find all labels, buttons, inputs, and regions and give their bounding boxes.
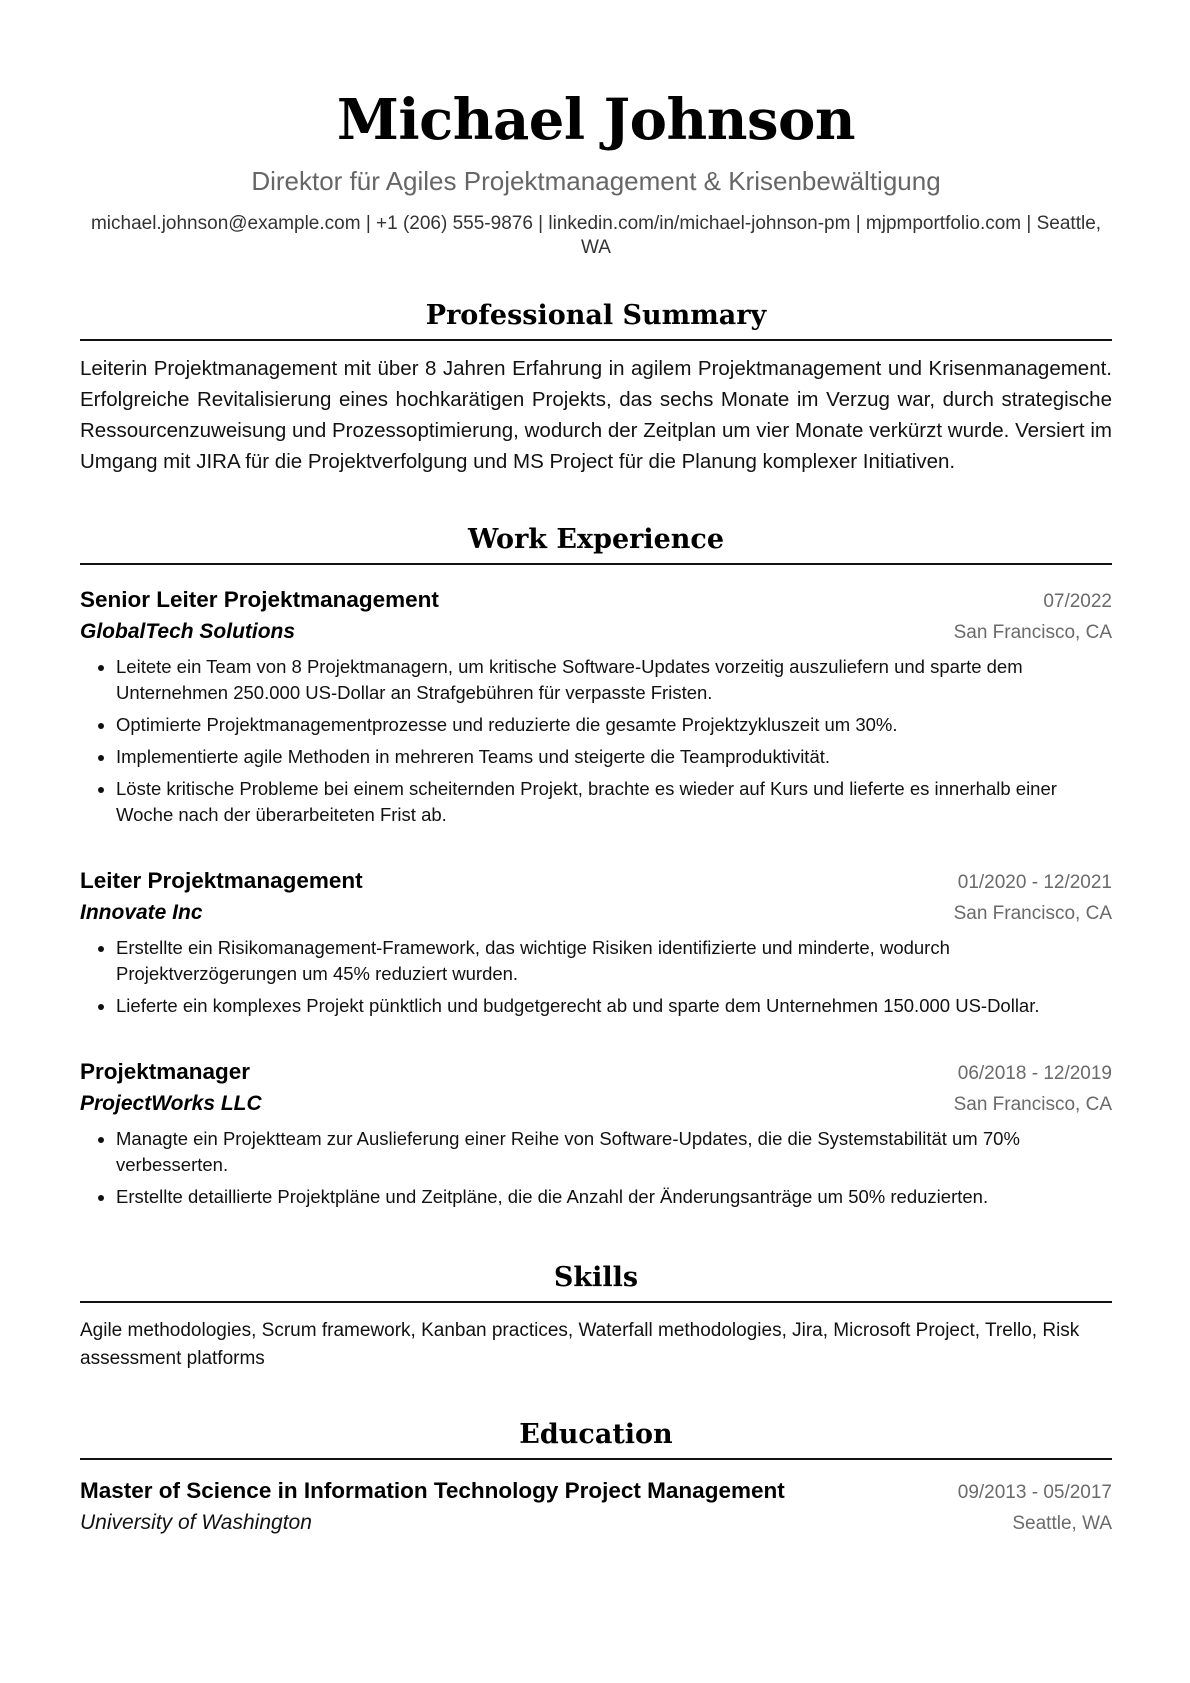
education-dates: 09/2013 - 05/2017 [957, 1482, 1112, 1503]
section-title-skills: Skills [80, 1260, 1112, 1303]
job-entry [80, 866, 1112, 1019]
job-company: GlobalTech Solutions [80, 620, 296, 643]
job-bullet: • Leitete ein Team von 8 Projektmanagern, um kritische Software-Updates vorzeitig auszuliefern und sparte dem Unternehmen 250.000 US-Dollar an Strafgebühren für verpasste Fristen. [116, 654, 1112, 706]
job-location: San Francisco, CA [953, 622, 1112, 643]
job-bullet: • Erstellte ein Risikomanagement-Framework, das wichtige Risiken identifizierte und minderte, wodurch Projektverzögerungen um 45% reduziert wurden. [116, 935, 1112, 987]
education-location: Seattle, WA [1012, 1513, 1112, 1534]
section-title-education: Education [80, 1417, 1112, 1460]
school-name: University of Washington [80, 1511, 312, 1534]
job-bullets [80, 654, 1112, 828]
experience-section [80, 522, 1112, 1210]
contact-line: michael.johnson@example.com | +1 (206) 555-9876 | linkedin.com/in/michael-johnson-pm | mjpmportfolio.com | Seattle, WA [90, 213, 1102, 258]
summary-section [80, 298, 1112, 477]
job-location: San Francisco, CA [953, 903, 1112, 924]
section-title-experience: Work Experience [80, 522, 1112, 565]
job-title: Senior Leiter Projektmanagement [80, 587, 439, 612]
job-dates: 01/2020 - 12/2021 [957, 872, 1112, 893]
candidate-name: Michael Johnson [336, 87, 856, 153]
job-bullet: • Managte ein Projektteam zur Auslieferung einer Reihe von Software-Updates, die die Systemstabilität um 70% verbesserten. [116, 1126, 1112, 1178]
skills-text: Agile methodologies, Scrum framework, Kanban practices, Waterfall methodologies, Jira, Microsoft Project, Trello, Risk assessment platforms [80, 1320, 1080, 1369]
job-title: Projektmanager [80, 1059, 251, 1084]
job-bullets [80, 935, 1112, 1019]
candidate-headline: Direktor für Agiles Projektmanagement & Krisenbewältigung [251, 166, 941, 196]
job-title: Leiter Projektmanagement [80, 868, 363, 893]
job-dates: 07/2022 [1043, 591, 1112, 612]
job-entry [80, 1057, 1112, 1210]
job-company: Innovate Inc [80, 901, 203, 924]
resume-page [80, 0, 1112, 1539]
job-bullet: • Implementierte agile Methoden in mehreren Teams und steigerte die Teamproduktivität. [116, 744, 1112, 770]
job-bullet: • Lieferte ein komplexes Projekt pünktlich und budgetgerecht ab und sparte dem Unternehmen 150.000 US-Dollar. [116, 993, 1112, 1019]
job-entry [80, 585, 1112, 828]
section-title-summary: Professional Summary [80, 298, 1112, 341]
job-location: San Francisco, CA [953, 1094, 1112, 1115]
summary-text: Leiterin Projektmanagement mit über 8 Jahren Erfahrung in agilem Projektmanagement und Krisenmanagement. Erfolgreiche Revitalisierung eines hochkarätigen Projekts, das sechs Monate im Verzug war, durch strategische Ressourcenzuweisung und Prozessoptimierung, wodurch der Zeitplan um vier Monate verkürzt wurde. Versiert im Umgang mit JIRA für die Projektverfolgung und MS Project für die Planung komplexer Initiativen. [80, 357, 1112, 473]
job-dates: 06/2018 - 12/2019 [957, 1063, 1112, 1084]
resume-header [80, 0, 1112, 260]
job-bullet: • Löste kritische Probleme bei einem scheiternden Projekt, brachte es wieder auf Kurs und lieferte es innerhalb einer Woche nach der überarbeiteten Frist ab. [116, 776, 1112, 828]
skills-section [80, 1260, 1112, 1373]
job-bullets [80, 1126, 1112, 1210]
degree-title: Master of Science in Information Technology Project Management [80, 1478, 785, 1503]
education-entry [80, 1476, 1112, 1539]
education-section [80, 1417, 1112, 1539]
job-bullet: • Optimierte Projektmanagementprozesse und reduzierte die gesamte Projektzykluszeit um 30%. [116, 712, 1112, 738]
job-bullet: • Erstellte detaillierte Projektpläne und Zeitpläne, die die Anzahl der Änderungsanträge um 50% reduzierten. [116, 1184, 1112, 1210]
job-company: ProjectWorks LLC [80, 1092, 262, 1115]
